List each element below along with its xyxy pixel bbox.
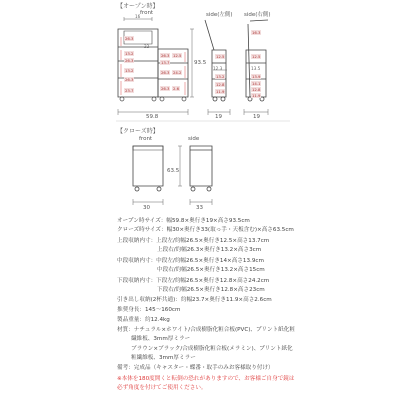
open-width-mid: 22 bbox=[144, 44, 150, 49]
closed-section-label: 【クローズ時】 bbox=[117, 128, 159, 135]
open-front-casters bbox=[120, 97, 186, 101]
side-right-value: 16.3 bbox=[252, 30, 261, 35]
spec-line: 引き出し収納(2杯共通)：約幅23.7×奥行き11.9×高さ2.6cm bbox=[117, 297, 272, 303]
spec-line: 上段右/約幅26.3×奥行き13.2×高さ3cm bbox=[157, 247, 262, 253]
spec-line: 下段収納内寸：下段左/約幅26.5×奥行き12.8×高さ24.2cm bbox=[117, 278, 270, 284]
front-left-value: 13.2 bbox=[125, 68, 134, 73]
open-side-left-label: side(左側) bbox=[206, 12, 233, 18]
closed-dim-lines bbox=[133, 146, 212, 205]
side-left-depth: 12.3 bbox=[213, 66, 223, 71]
side-right-value: 12.8 bbox=[252, 87, 261, 92]
spec-line: 材質：ナチュラル×ホワイト/合成樹脂化粧合板(PVC)、プリント紙化粧 bbox=[117, 327, 295, 333]
side-right-width: 19 bbox=[253, 114, 260, 120]
spec-line: 製品重量：約12.4kg bbox=[117, 317, 170, 323]
side-right-depth: 13.5 bbox=[251, 66, 261, 71]
spec-line: 上段収納内寸：上段左/約幅26.5×奥行き12.5×高さ13.7cm bbox=[117, 238, 270, 244]
front-right-value: 26.3 bbox=[161, 70, 170, 75]
front-left-value: 13.2 bbox=[125, 51, 134, 56]
side-left-value: 11.9 bbox=[216, 89, 225, 94]
front-right-value: 12.5 bbox=[173, 53, 182, 58]
side-right-value: 13.9 bbox=[252, 74, 261, 79]
open-front-label: front bbox=[140, 10, 154, 16]
open-width-top: 16 bbox=[135, 14, 141, 19]
front-left-value: 26.3 bbox=[125, 77, 134, 82]
front-left-value: 26.3 bbox=[125, 58, 134, 63]
warning-note: ※本体を180度開くと転倒の恐れがありますので、お客様ご自身で鏡は bbox=[117, 376, 295, 382]
warning-note: 必ず角度を付けてご使用ください。 bbox=[117, 385, 207, 391]
spec-line: 粧繊維板、3mm厚ミラー bbox=[131, 355, 196, 361]
open-width-bottom: 59.8 bbox=[146, 114, 159, 120]
spec-line: 備考：完成品（キャスター・蝶番・取手のみお客様取り付け） bbox=[117, 365, 274, 371]
open-height-total: 93.5 bbox=[194, 60, 207, 66]
side-left-width: 19 bbox=[215, 114, 222, 120]
spec-line: 中段右/約幅26.5×奥行き13.2×高さ15cm bbox=[157, 267, 265, 273]
closed-side-label: side bbox=[188, 136, 200, 142]
spec-line: オープン時サイズ：幅59.8×奥行き19×高さ93.5cm bbox=[117, 218, 250, 224]
front-right-value: 2.6 bbox=[173, 86, 180, 91]
side-left-value: 12.8 bbox=[216, 82, 225, 87]
open-section-label: 【オープン時】 bbox=[117, 3, 159, 10]
front-right-value: 24.2 bbox=[173, 70, 182, 75]
front-left-value: 23.7 bbox=[125, 88, 134, 93]
front-right-value: 13.7 bbox=[161, 60, 170, 65]
side-right-value: 11.9 bbox=[252, 93, 261, 98]
spec-line: 下段右/約幅26.5×奥行き12.8×高さ23cm bbox=[157, 287, 265, 293]
closed-front-label: front bbox=[139, 136, 153, 142]
side-right-value: 14.1 bbox=[252, 81, 261, 86]
side-left-value: 12.5 bbox=[216, 54, 225, 59]
spec-line: 繊維板、3mm厚ミラー bbox=[131, 336, 191, 342]
closed-side-width: 33 bbox=[196, 205, 203, 211]
front-right-value: 26.3 bbox=[161, 53, 170, 58]
spec-line: ブラウン×ブラック/合成樹脂化粧合板(メラミン)、プリント紙化 bbox=[131, 346, 293, 352]
spec-line: 推奨身長：145〜160cm bbox=[117, 307, 181, 313]
spec-line: 中段収納内寸：中段左/約幅26.5×奥行き14×高さ13.9cm bbox=[117, 258, 264, 264]
closed-height: 63.5 bbox=[167, 168, 180, 174]
closed-side-view bbox=[190, 146, 212, 191]
closed-front-view bbox=[133, 146, 163, 191]
open-side-right-label: side(右側) bbox=[244, 12, 271, 18]
front-left-value: 26.3 bbox=[125, 36, 134, 41]
spec-line: クローズ時サイズ：幅30×奥行き33(取っ手・天板含む)×高さ63.5cm bbox=[117, 227, 294, 233]
front-right-value: 26.3 bbox=[161, 86, 170, 91]
side-right-value: 12.5 bbox=[252, 54, 261, 59]
side-left-value: 13.2 bbox=[216, 74, 225, 79]
closed-front-width: 30 bbox=[143, 205, 150, 211]
